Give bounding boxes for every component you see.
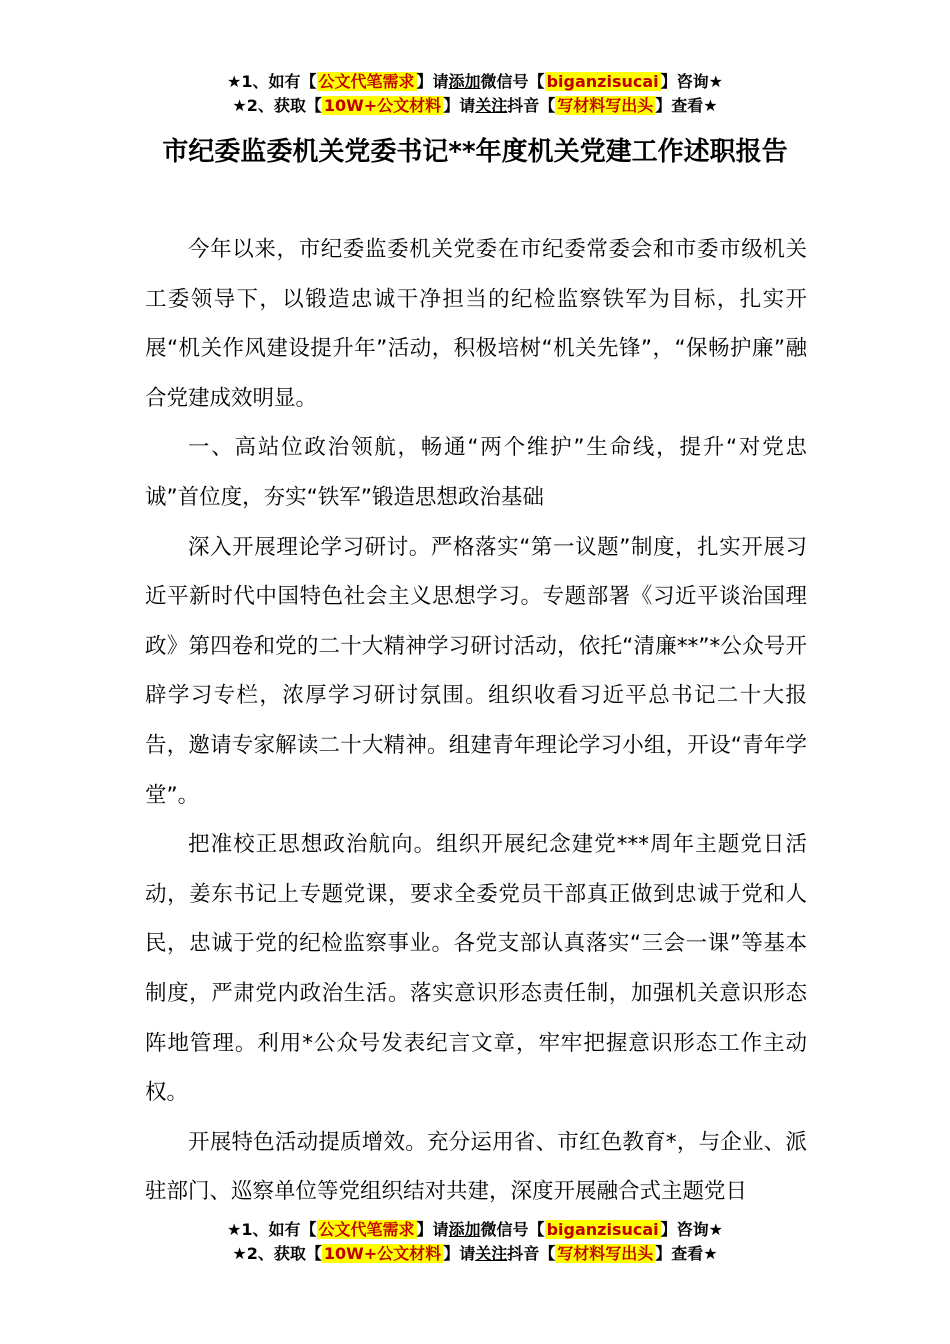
promo-text: 】咨询★ <box>660 72 723 91</box>
document-title: 市纪委监委机关党委书记**年度机关党建工作述职报告 <box>162 137 788 167</box>
top-promo-banner <box>0 70 950 118</box>
promo-text: ★2、获取【 <box>232 96 322 115</box>
paragraph: 把准校正思想政治航向。组织开展纪念建党***周年主题党日活动，姜东书记上专题党课，要求全委党员干部真正做到忠诚于党和人民，忠诚于党的纪检监察事业。各党支部认真落实“三会一课”等基本制度，严肃党内政治生活。落实意识形态责任制，加强机关意识形态阵地管理。利用*公众号发表纪言文章，牢牢把握意识形态工作主动权。 <box>145 832 807 1106</box>
promo-text: 】咨询★ <box>660 1220 723 1239</box>
promo-text: 微信号【 <box>480 72 545 91</box>
promo-underlined: 添加 <box>448 1220 481 1239</box>
promo-line-2 <box>0 1242 950 1266</box>
paragraph: 开展特色活动提质增效。充分运用省、市红色教育*，与企业、派驻部门、巡察单位等党组织结对共建，深度开展融合式主题党日 <box>145 1129 807 1205</box>
promo-underlined: 关注 <box>475 96 508 115</box>
promo-line-1 <box>0 70 950 94</box>
bottom-promo-banner <box>0 1218 950 1266</box>
promo-text: 】查看★ <box>655 1244 718 1263</box>
promo-text: 微信号【 <box>480 1220 545 1239</box>
promo-highlight: biganzisucai <box>546 1220 659 1239</box>
promo-text: 】请 <box>443 96 476 115</box>
promo-text: 】请 <box>443 1244 476 1263</box>
promo-underlined: 添加 <box>448 72 481 91</box>
promo-highlight: 公文代笔需求 <box>318 1220 415 1239</box>
promo-text: 】请 <box>416 72 449 91</box>
promo-highlight: 公文代笔需求 <box>318 72 415 91</box>
promo-highlight: 写材料写出头 <box>557 96 654 115</box>
promo-text: 】查看★ <box>655 96 718 115</box>
promo-text: 抖音【 <box>507 1244 556 1263</box>
promo-line-2 <box>0 94 950 118</box>
promo-highlight: 10W+公文材料 <box>323 1244 442 1263</box>
section-heading: 一、高站位政治领航，畅通“两个维护”生命线，提升“对党忠诚”首位度，夯实“铁军”锻造思想政治基础 <box>145 435 807 510</box>
promo-text: 】请 <box>416 1220 449 1239</box>
promo-text: 抖音【 <box>507 96 556 115</box>
promo-text: ★2、获取【 <box>232 1244 322 1263</box>
promo-text: ★1、如有【 <box>227 1220 317 1239</box>
paragraph: 今年以来，市纪委监委机关党委在市纪委常委会和市委市级机关工委领导下，以锻造忠诚干净担当的纪检监察铁军为目标，扎实开展“机关作风建设提升年”活动，积极培树“机关先锋”，“保畅护廉”融合党建成效明显。 <box>145 237 807 411</box>
promo-text: ★1、如有【 <box>227 72 317 91</box>
document-body <box>145 225 807 1217</box>
promo-line-1 <box>0 1218 950 1242</box>
promo-highlight: biganzisucai <box>546 72 659 91</box>
promo-highlight: 写材料写出头 <box>557 1244 654 1263</box>
paragraph: 深入开展理论学习研讨。严格落实“第一议题”制度，扎实开展习近平新时代中国特色社会主义思想学习。专题部署《习近平谈治国理政》第四卷和党的二十大精神学习研讨活动，依托“清廉**”*公众号开辟学习专栏，浓厚学习研讨氛围。组织收看习近平总书记二十大报告，邀请专家解读二十大精神。组建青年理论学习小组，开设“青年学堂”。 <box>145 534 807 808</box>
promo-highlight: 10W+公文材料 <box>323 96 442 115</box>
promo-underlined: 关注 <box>475 1244 508 1263</box>
